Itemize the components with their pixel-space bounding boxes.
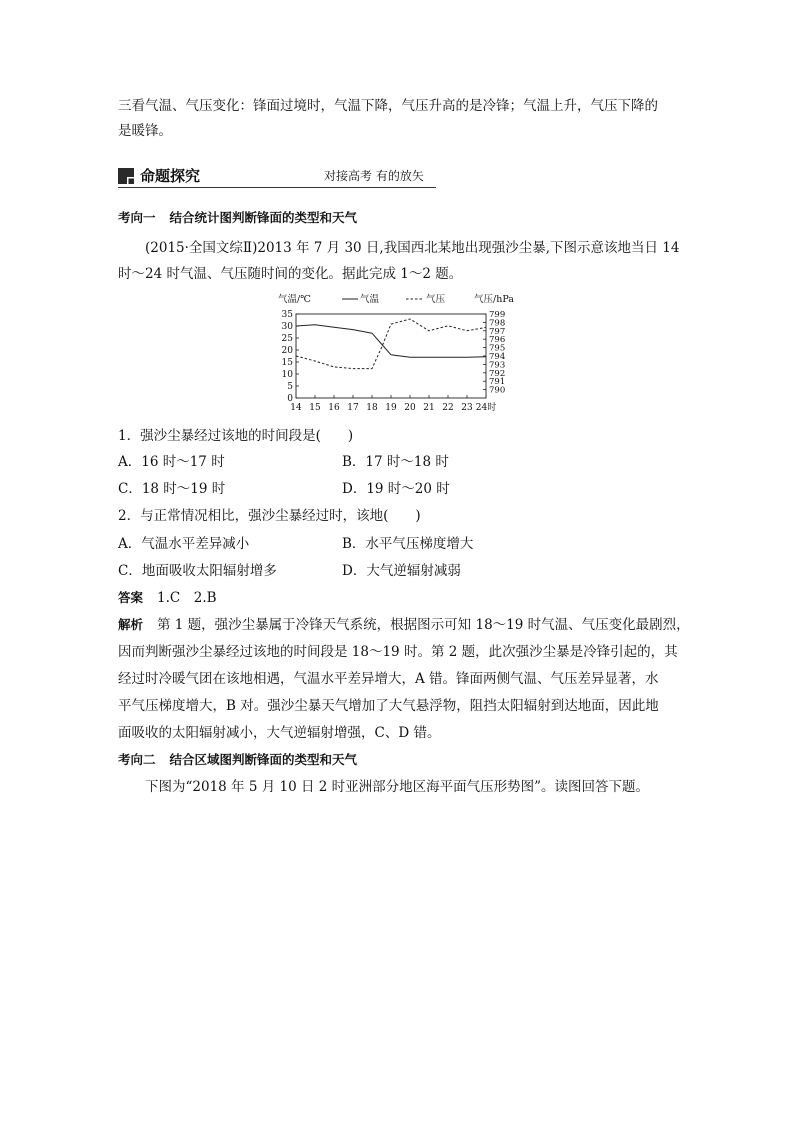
analysis-label: 解析 xyxy=(118,617,144,632)
right-tick-label: 798 xyxy=(489,318,506,329)
question-2-option-d: D．大气逆辐射减弱 xyxy=(342,563,461,579)
direction-1-label: 考向一 xyxy=(118,210,156,225)
question-1-option-d: D．19 时～20 时 xyxy=(342,481,450,497)
direction-2-label: 考向二 xyxy=(118,752,156,767)
section-header xyxy=(118,166,436,188)
left-tick-label: 5 xyxy=(287,382,293,392)
right-axis-label: 气压/hPa xyxy=(474,294,514,305)
question-1-option-a: A．16 时～17 时 xyxy=(118,454,225,470)
left-tick-label: 30 xyxy=(281,322,293,332)
right-tick-label: 795 xyxy=(489,343,506,354)
section-square-icon xyxy=(118,168,134,184)
temperature-series-line xyxy=(296,325,486,357)
section-subtitle: 对接高考 有的放矢 xyxy=(324,169,424,183)
x-tick-label: 24时 xyxy=(475,403,497,413)
direction-2-text: 结合区域图判断锋面的类型和天气 xyxy=(169,752,358,767)
x-tick-label: 19 xyxy=(385,403,397,413)
intro-line-1: 三看气温、气压变化：锋面过境时，气温下降，气压升高的是冷锋；气温上升，气压下降的 xyxy=(118,98,658,114)
closing-line: 下图为“2018 年 5 月 10 日 2 时亚洲部分地区海平面气压形势图”。读图回答下题。 xyxy=(145,779,650,795)
left-tick-label: 20 xyxy=(281,346,293,356)
legend-temperature-label: 气温 xyxy=(360,294,380,305)
direction-1-text: 结合统计图判断锋面的类型和天气 xyxy=(169,210,358,225)
analysis-line-4: 平气压梯度增大，B 对。强沙尘暴天气增加了大气悬浮物，阻挡太阳辐射到达地面，因此地 xyxy=(118,698,659,714)
question-2-option-b: B．水平气压梯度增大 xyxy=(342,536,474,552)
analysis-line-5: 面吸收的太阳辐射减小，大气逆辐射增强，C、D 错。 xyxy=(118,725,441,741)
question-2-option-a: A．气温水平差异减小 xyxy=(118,536,250,552)
x-tick-label: 16 xyxy=(328,403,340,413)
stem-line-1: (2015·全国文综Ⅱ)2013 年 7 月 30 日,我国西北某地出现强沙尘暴,下图示意该地当日 14 xyxy=(145,240,680,256)
right-tick-label: 790 xyxy=(489,385,506,396)
direction-2-heading xyxy=(118,750,357,770)
x-tick-label: 23 xyxy=(461,403,473,413)
legend-pressure-label: 气压 xyxy=(426,294,446,305)
section-title: 命题探究 xyxy=(140,167,201,185)
question-2-option-c: C．地面吸收太阳辐射增多 xyxy=(118,563,277,579)
analysis-text-1: 第 1 题，强沙尘暴属于冷锋天气系统，根据图示可知 18～19 时气温、气压变化最剧烈， xyxy=(157,617,690,633)
x-tick-label: 22 xyxy=(442,403,454,413)
answer-line xyxy=(118,588,217,608)
left-tick-label: 15 xyxy=(281,358,293,368)
left-tick-label: 0 xyxy=(287,394,293,404)
section-rule xyxy=(118,187,436,188)
analysis-line-1 xyxy=(118,615,690,635)
right-tick-label: 797 xyxy=(489,326,506,337)
right-tick-label: 791 xyxy=(489,377,506,388)
right-tick-label: 799 xyxy=(489,310,506,320)
x-tick-label: 18 xyxy=(366,403,378,413)
left-tick-label: 25 xyxy=(281,334,293,344)
left-tick-label: 35 xyxy=(281,310,293,320)
x-tick-label: 20 xyxy=(404,403,416,413)
answer-text: 1.C 2.B xyxy=(157,590,217,606)
right-tick-label: 793 xyxy=(489,360,506,371)
left-tick-label: 10 xyxy=(281,370,293,380)
intro-line-2: 是暖锋。 xyxy=(118,123,172,139)
x-tick-label: 21 xyxy=(423,403,435,413)
right-tick-label: 792 xyxy=(489,368,506,379)
x-tick-label: 14 xyxy=(290,403,302,413)
right-tick-label: 796 xyxy=(489,335,506,346)
chart-frame xyxy=(296,314,486,398)
temperature-pressure-chart xyxy=(270,290,530,415)
stem-line-2: 时～24 时气温、气压随时间的变化。据此完成 1～2 题。 xyxy=(118,266,463,282)
analysis-line-2: 因而判断强沙尘暴经过该地的时间段是 18～19 时。第 2 题，此次强沙尘暴是冷锋引起的，其 xyxy=(118,644,678,660)
x-tick-label: 17 xyxy=(347,403,359,413)
answer-label: 答案 xyxy=(118,590,144,605)
question-2-text: 2．与正常情况相比，强沙尘暴经过时，该地( ) xyxy=(118,508,421,524)
question-1-text: 1．强沙尘暴经过该地的时间段是( ) xyxy=(118,428,354,444)
left-axis-label: 气温/℃ xyxy=(278,294,311,305)
right-tick-label: 794 xyxy=(489,352,506,362)
direction-1-heading xyxy=(118,208,357,228)
question-1-option-c: C．18 时～19 时 xyxy=(118,481,226,497)
analysis-line-3: 经过时冷暖气团在该地相遇，气温水平差异增大，A 错。锋面两侧气温、气压差异显著，水 xyxy=(118,671,659,687)
question-1-option-b: B．17 时～18 时 xyxy=(342,454,449,470)
x-tick-label: 15 xyxy=(309,403,321,413)
